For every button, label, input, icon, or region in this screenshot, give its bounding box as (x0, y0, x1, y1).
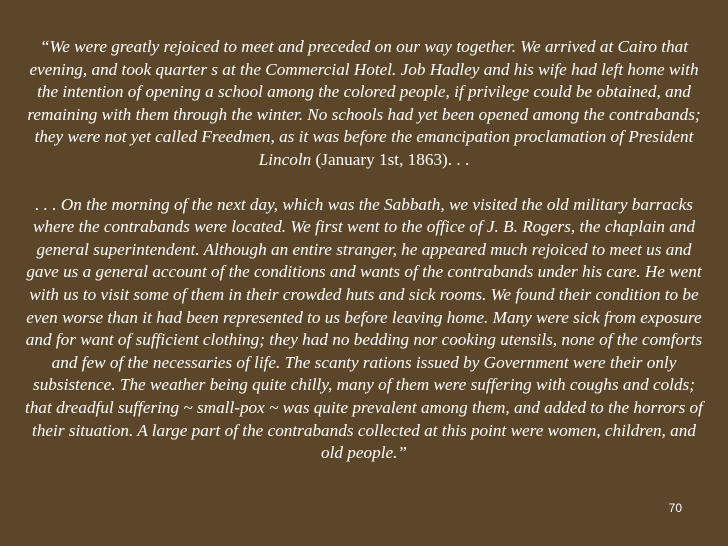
quote-block (22, 36, 706, 465)
page-number: 70 (668, 501, 682, 515)
quote-paragraph-2 (22, 194, 706, 465)
quote-paragraph-1 (22, 36, 706, 172)
paragraph-1-italic-text: “We were greatly rejoiced to meet and preceded on our way together. We arrived at Cairo that evening, and took quarter s at the Commercial Hotel. Job Hadley and his wife had left home with the intention of opening a school among the colored people, if privilege could be obtained, and remaining with them through the winter. No schools had yet been opened among the contrabands; they were not yet called Freedmen, as it was before the emancipation proclamation of President Lincoln (27, 37, 701, 169)
paragraph-2-italic-text: . . . On the morning of the next day, which was the Sabbath, we visited the old military barracks where the contrabands were located. We first went to the office of J. B. Rogers, the chaplain and general superintendent. Although an entire stranger, he appeared much rejoiced to meet us and gave us a general account of the conditions and wants of the contrabands under his care. He went with us to visit some of them in their crowded huts and sick rooms. We found their condition to be even worse than it had been represented to us before leaving home. Many were sick from exposure and for want of sufficient clothing; they had no bedding nor cooking utensils, none of the comforts and few of the necessaries of life. The scanty rations issued by Government were their only subsistence. The weather being quite chilly, many of them were suffering with coughs and colds; that dreadful suffering ~ small-pox ~ was quite prevalent among them, and added to the horrors of their situation. A large part of the contrabands collected at this point were women, children, and old people.” (25, 194, 703, 463)
paragraph-1-date-text: (January 1st, 1863). . . (311, 149, 470, 169)
